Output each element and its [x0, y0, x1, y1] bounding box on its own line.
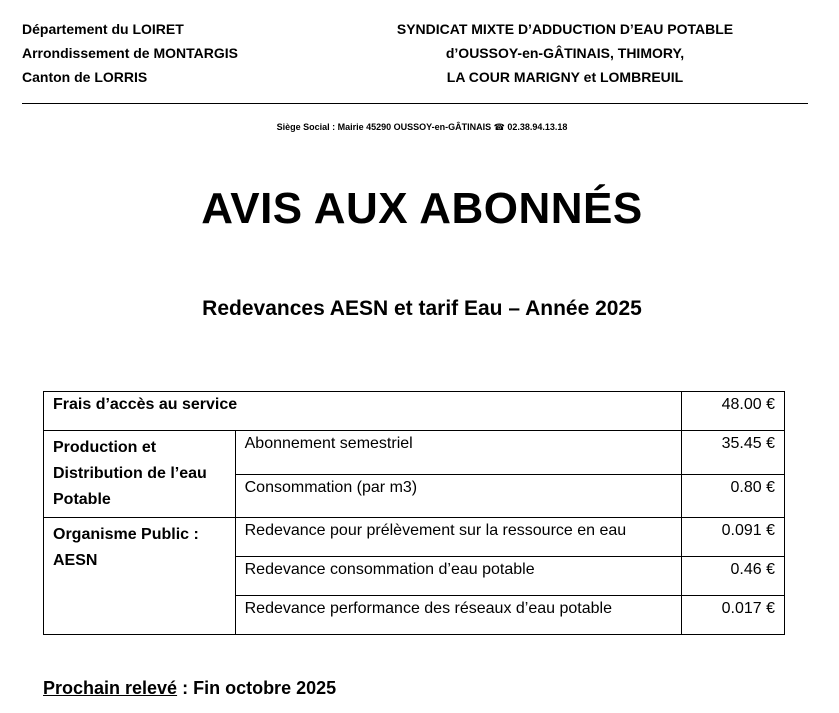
- header-right-block: [370, 17, 760, 89]
- next-reading-value: Fin octobre 2025: [193, 678, 337, 698]
- water-consumption-fee-label: Redevance consommation d’eau potable: [235, 557, 682, 596]
- table-row: [44, 431, 785, 475]
- head-office-info: Siège Social : Mairie 45290 OUSSOY-en-GÂTINAIS ☎ 02.38.94.13.18: [276, 122, 568, 132]
- department-line: Département du LOIRET: [22, 21, 184, 37]
- page-subtitle: Redevances AESN et tarif Eau – Année 2025: [202, 297, 642, 320]
- header-divider: [22, 103, 808, 104]
- tariff-table: [43, 391, 785, 635]
- subscription-label: Abonnement semestriel: [235, 431, 682, 475]
- syndicate-name-line-1: SYNDICAT MIXTE D’ADDUCTION D’EAU POTABLE: [396, 21, 734, 37]
- arrondissement-line: Arrondissement de MONTARGIS: [22, 45, 238, 61]
- access-fee-label: Frais d’accès au service: [44, 392, 682, 431]
- canton-line: Canton de LORRIS: [22, 69, 148, 85]
- next-reading: [43, 678, 336, 699]
- withdrawal-fee-price: 0.091 €: [682, 518, 785, 557]
- network-performance-fee-label: Redevance performance des réseaux d’eau potable: [235, 596, 682, 635]
- table-row: [44, 518, 785, 557]
- page-title: AVIS AUX ABONNÉS: [201, 184, 643, 233]
- production-category: Production et Distribution de l’eau Potable: [44, 431, 236, 518]
- withdrawal-fee-label: Redevance pour prélèvement sur la ressource en eau: [235, 518, 682, 557]
- network-performance-fee-price: 0.017 €: [682, 596, 785, 635]
- syndicate-name-line-2: d’OUSSOY-en-GÂTINAIS, THIMORY,: [445, 45, 685, 61]
- syndicate-name-line-3: LA COUR MARIGNY et LOMBREUIL: [446, 69, 684, 85]
- header-left-block: [22, 17, 238, 89]
- consumption-price: 0.80 €: [682, 474, 785, 518]
- access-fee-price: 48.00 €: [682, 392, 785, 431]
- subscription-price: 35.45 €: [682, 431, 785, 475]
- table-row: [44, 392, 785, 431]
- consumption-label: Consommation (par m3): [235, 474, 682, 518]
- next-reading-label: Prochain relevé: [43, 678, 178, 698]
- aesn-category: Organisme Public : AESN: [44, 518, 236, 635]
- next-reading-separator: :: [177, 678, 194, 698]
- water-consumption-fee-price: 0.46 €: [682, 557, 785, 596]
